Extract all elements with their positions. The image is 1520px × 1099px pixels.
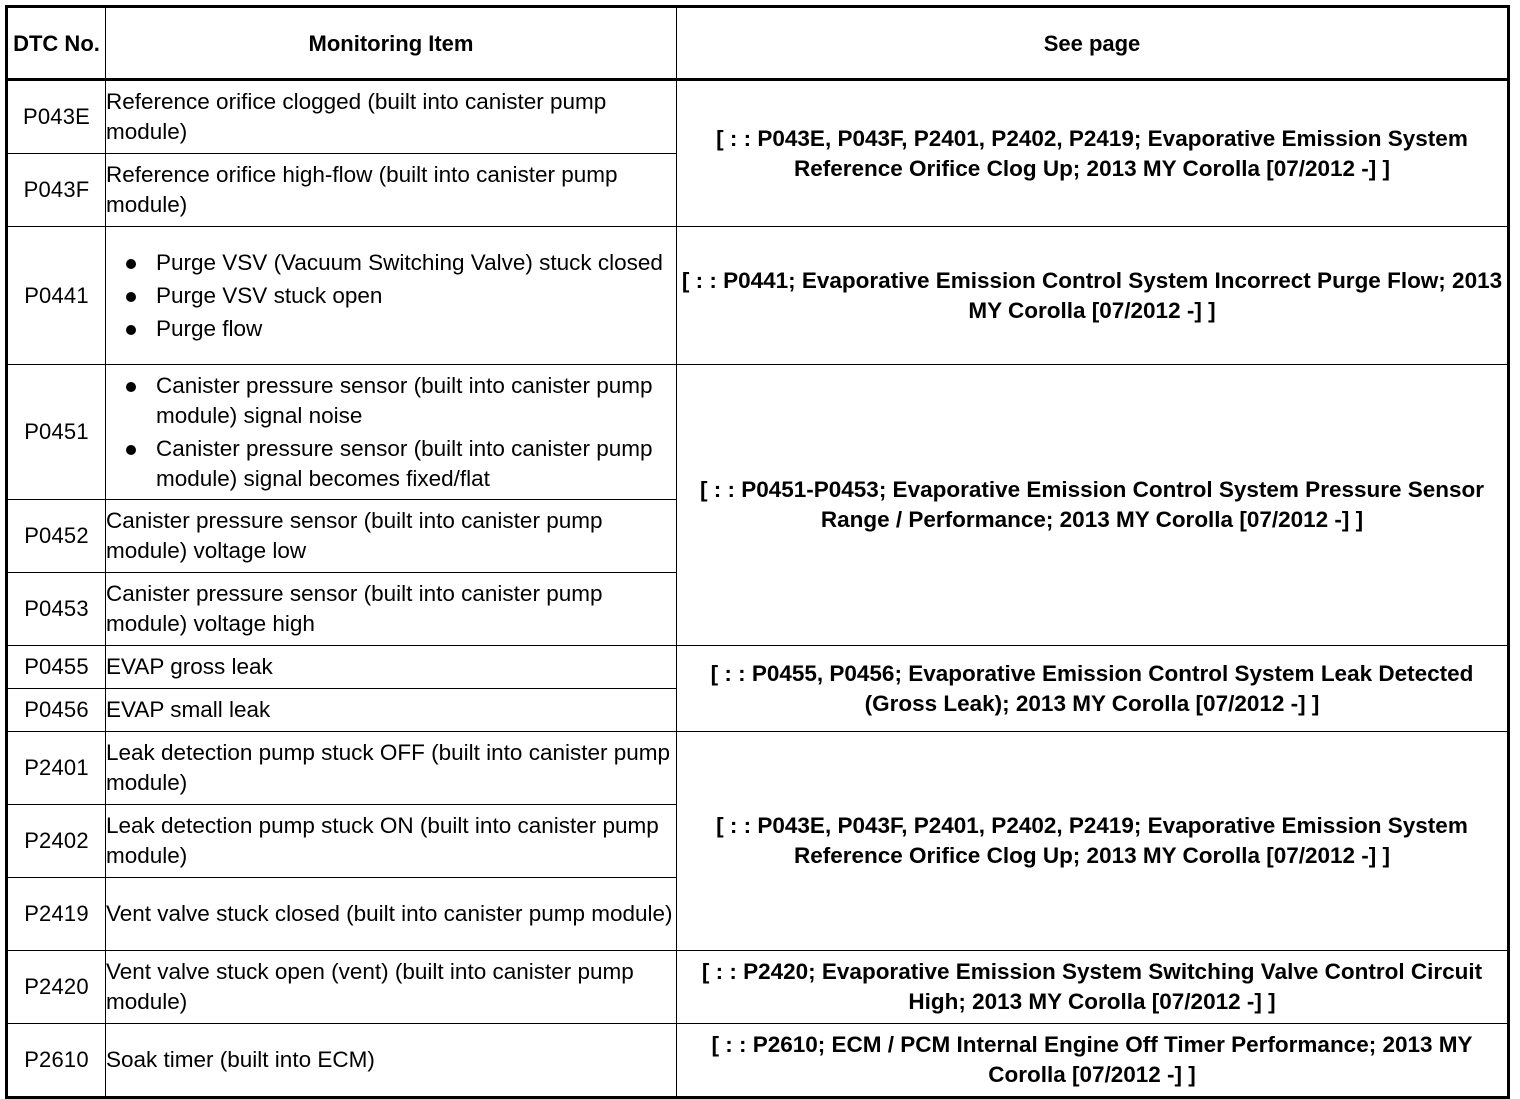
monitoring-item: Canister pressure sensor (built into canister pump module) voltage high <box>106 573 677 646</box>
bullet-text: Canister pressure sensor (built into canister pump module) signal becomes fixed/flat <box>156 435 653 491</box>
header-monitoring-item: Monitoring Item <box>106 7 677 80</box>
bullet-icon <box>126 382 136 392</box>
monitoring-item: Canister pressure sensor (built into canister pump module) voltage low <box>106 500 677 573</box>
monitoring-item: EVAP gross leak <box>106 646 677 689</box>
bullet-text: Purge VSV stuck open <box>156 282 383 308</box>
table-header-row <box>7 7 1509 80</box>
bullet-list <box>106 371 676 494</box>
header-see-page: See page <box>677 7 1509 80</box>
monitoring-item: EVAP small leak <box>106 689 677 732</box>
bullet-icon <box>126 292 136 302</box>
dtc-code: P2610 <box>7 1024 106 1098</box>
bullet-text: Canister pressure sensor (built into canister pump module) signal noise <box>156 372 653 428</box>
monitoring-item: Reference orifice high-flow (built into canister pump module) <box>106 154 677 227</box>
header-dtc-no: DTC No. <box>7 7 106 80</box>
list-item <box>156 314 676 344</box>
list-item <box>156 434 676 494</box>
table-row <box>7 646 1509 689</box>
dtc-code: P0441 <box>7 227 106 365</box>
monitoring-item <box>106 227 677 365</box>
see-page-link[interactable]: [ : : P043E, P043F, P2401, P2402, P2419; Evaporative Emission System Reference Orifice Clog Up; 2013 MY Corolla [07/2012 -] ] <box>677 732 1509 951</box>
monitoring-item: Vent valve stuck closed (built into canister pump module) <box>106 878 677 951</box>
table-row <box>7 951 1509 1024</box>
monitoring-item: Vent valve stuck open (vent) (built into canister pump module) <box>106 951 677 1024</box>
dtc-code: P0456 <box>7 689 106 732</box>
bullet-list <box>106 248 676 344</box>
see-page-link[interactable]: [ : : P2420; Evaporative Emission System Switching Valve Control Circuit High; 2013 MY Corolla [07/2012 -] ] <box>677 951 1509 1024</box>
table-row <box>7 80 1509 154</box>
bullet-text: Purge VSV (Vacuum Switching Valve) stuck closed <box>156 249 663 275</box>
monitoring-item: Soak timer (built into ECM) <box>106 1024 677 1098</box>
see-page-link[interactable]: [ : : P0441; Evaporative Emission Control System Incorrect Purge Flow; 2013 MY Corolla [07/2012 -] ] <box>677 227 1509 365</box>
dtc-code: P2401 <box>7 732 106 805</box>
see-page-link[interactable]: [ : : P0451-P0453; Evaporative Emission Control System Pressure Sensor Range / Performance; 2013 MY Corolla [07/2012 -] ] <box>677 365 1509 646</box>
dtc-code: P0452 <box>7 500 106 573</box>
dtc-code: P2419 <box>7 878 106 951</box>
monitoring-item: Reference orifice clogged (built into canister pump module) <box>106 80 677 154</box>
table-row <box>7 365 1509 500</box>
dtc-code: P043E <box>7 80 106 154</box>
bullet-text: Purge flow <box>156 315 263 341</box>
table-row <box>7 1024 1509 1098</box>
list-item <box>156 281 676 311</box>
monitoring-item: Leak detection pump stuck ON (built into canister pump module) <box>106 805 677 878</box>
bullet-icon <box>126 445 136 455</box>
list-item <box>156 248 676 278</box>
bullet-icon <box>126 325 136 335</box>
see-page-link[interactable]: [ : : P043E, P043F, P2401, P2402, P2419; Evaporative Emission System Reference Orifice Clog Up; 2013 MY Corolla [07/2012 -] ] <box>677 80 1509 227</box>
dtc-code: P0453 <box>7 573 106 646</box>
dtc-table <box>5 5 1510 1099</box>
dtc-code: P0455 <box>7 646 106 689</box>
dtc-code: P2402 <box>7 805 106 878</box>
monitoring-item <box>106 365 677 500</box>
bullet-icon <box>126 259 136 269</box>
see-page-link[interactable]: [ : : P2610; ECM / PCM Internal Engine Off Timer Performance; 2013 MY Corolla [07/2012 -] ] <box>677 1024 1509 1098</box>
monitoring-item: Leak detection pump stuck OFF (built into canister pump module) <box>106 732 677 805</box>
table-row <box>7 227 1509 365</box>
see-page-link[interactable]: [ : : P0455, P0456; Evaporative Emission Control System Leak Detected (Gross Leak); 2013 MY Corolla [07/2012 -] ] <box>677 646 1509 732</box>
list-item <box>156 371 676 431</box>
dtc-code: P0451 <box>7 365 106 500</box>
table-row <box>7 732 1509 805</box>
dtc-code: P043F <box>7 154 106 227</box>
dtc-code: P2420 <box>7 951 106 1024</box>
